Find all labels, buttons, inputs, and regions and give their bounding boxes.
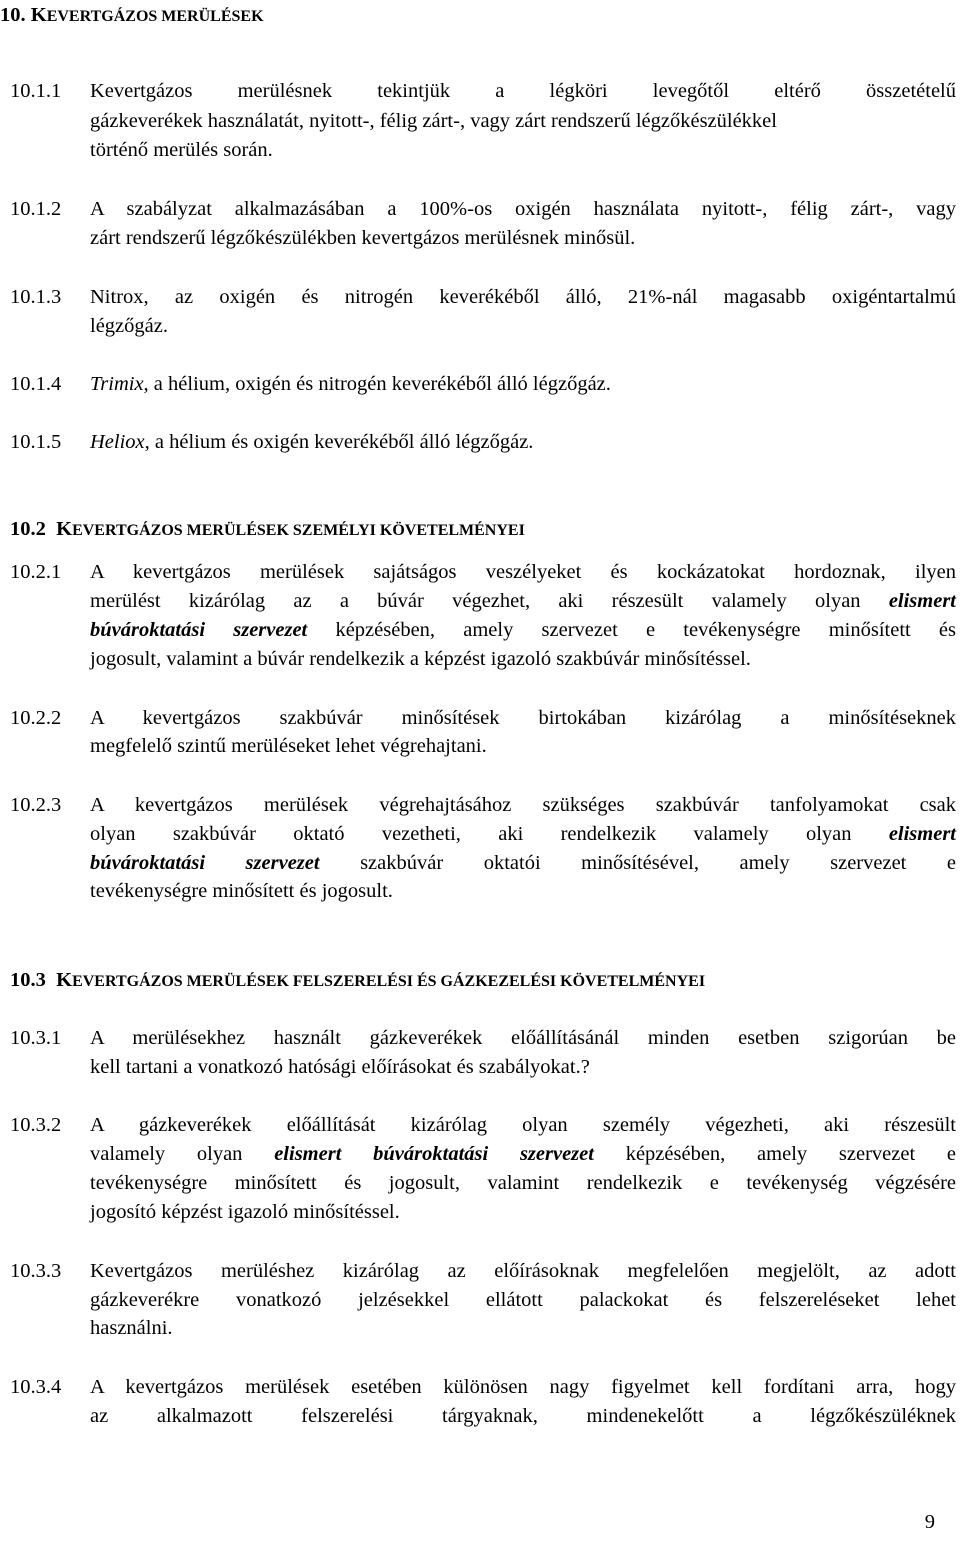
para-number: 10.1.2 [10, 198, 62, 220]
emphasis: búvároktatási szervezet [90, 619, 308, 641]
para-line [90, 1144, 956, 1165]
emphasis: elismert [888, 823, 956, 845]
para-number: 10.1.1 [10, 80, 62, 102]
term-heliox: Heliox [90, 431, 145, 453]
para-line: gázkeverékre vonatkozó jelzésekkel ellátott palackokat és felszereléseket lehet [90, 1289, 956, 1311]
para-number: 10.3.3 [10, 1260, 62, 1282]
page-number: 9 [924, 1511, 935, 1533]
chapter-title [0, 5, 264, 26]
term-definition: , a hélium és oxigén keverékéből álló légzőgáz. [144, 431, 534, 453]
chapter-title-cap: K [30, 4, 47, 26]
para-line: jogosult, valamint a búvár rendelkezik a képzést igazoló szakbúvár minősítéssel. [90, 648, 751, 670]
para-line: A kevertgázos merülések végrehajtásához szükséges szakbúvár tanfolyamokat csak [90, 794, 956, 816]
section-heading [10, 970, 705, 991]
section-heading [10, 519, 525, 540]
para-line: A merülésekhez használt gázkeverékek előállításánál minden esetben szigorúan be [90, 1027, 956, 1049]
para-line: Kevertgázos merülésnek tekintjük a légköri levegőtől eltérő összetételű [90, 80, 956, 102]
para-line: A kevertgázos merülések esetében különösen nagy figyelmet kell fordítani arra, hogy [90, 1376, 956, 1398]
para-number: 10.1.4 [10, 373, 62, 395]
emphasis: elismert búvároktatási szervezet [274, 1143, 594, 1165]
para-number: 10.2.3 [10, 794, 62, 816]
section-number: 10.3 [10, 969, 46, 991]
para-line: A gázkeverékek előállítását kizárólag olyan személy végezheti, aki részesült [90, 1114, 956, 1136]
para-line [90, 620, 956, 641]
section-number: 10.2 [10, 518, 46, 540]
para-line [90, 374, 611, 395]
emphasis: búvároktatási szervezet [90, 852, 320, 874]
para-line: tevékenységre minősített és jogosult, valamint rendelkezik e tevékenység végzésére [90, 1172, 956, 1194]
para-line: megfelelő szintű merüléseket lehet végrehajtani. [90, 735, 487, 757]
term-definition: , a hélium, oxigén és nitrogén keverékéből álló légzőgáz. [143, 373, 611, 395]
para-line [90, 853, 956, 874]
para-line: történő merülés során. [90, 139, 273, 161]
para-number: 10.2.1 [10, 561, 62, 583]
para-text: olyan szakbúvár oktató vezetheti, aki rendelkezik valamely olyan [90, 823, 889, 845]
section-heading-rest: EVERTGÁZOS MERÜLÉSEK SZEMÉLYI KÖVETELMÉNYEI [72, 522, 525, 539]
para-line [90, 824, 956, 845]
para-line: jogosító képzést igazoló minősítéssel. [90, 1201, 400, 1223]
para-number: 10.3.4 [10, 1376, 62, 1398]
para-line: A kevertgázos merülések sajátságos veszélyeket és kockázatokat hordoznak, ilyen [90, 561, 956, 583]
para-line: zárt rendszerű légzőkészülékben kevertgázos merülésnek minősül. [90, 227, 636, 249]
para-number: 10.3.1 [10, 1027, 62, 1049]
para-line: Nitrox, az oxigén és nitrogén keverékéből álló, 21%-nál magasabb oxigéntartalmú [90, 286, 956, 308]
para-line: Kevertgázos merüléshez kizárólag az előírásoknak megfelelően megjelölt, az adott [90, 1260, 956, 1282]
para-text: képzésében, amely szervezet e [593, 1143, 957, 1165]
para-line: tevékenységre minősített és jogosult. [90, 880, 393, 902]
term-trimix: Trimix [90, 373, 144, 395]
emphasis: elismert [888, 590, 956, 612]
section-heading-cap: K [56, 969, 73, 991]
para-number: 10.2.2 [10, 707, 62, 729]
section-heading-rest: EVERTGÁZOS MERÜLÉSEK FELSZERELÉSI ÉS GÁZKEZELÉSI KÖVETELMÉNYEI [72, 973, 706, 990]
para-text: valamely olyan [90, 1143, 275, 1165]
chapter-title-rest: EVERTGÁZOS MERÜLÉSEK [46, 8, 264, 25]
para-line: gázkeverékek használatát, nyitott-, félig zárt-, vagy zárt rendszerű légzőkészülékkel [90, 110, 777, 132]
para-text: merülést kizárólag az a búvár végezhet, aki részesült valamely olyan [90, 590, 889, 612]
para-number: 10.1.3 [10, 286, 62, 308]
para-number: 10.1.5 [10, 431, 62, 453]
chapter-number: 10. [0, 4, 26, 26]
para-number: 10.3.2 [10, 1114, 62, 1136]
para-line [90, 432, 533, 453]
para-line: légzőgáz. [90, 315, 168, 337]
para-line: A kevertgázos szakbúvár minősítések birtokában kizárólag a minősítéseknek [90, 707, 956, 729]
para-line: használni. [90, 1317, 173, 1339]
para-line: kell tartani a vonatkozó hatósági előírásokat és szabályokat.? [90, 1056, 590, 1078]
section-heading-cap: K [56, 518, 73, 540]
para-line: az alkalmazott felszerelési tárgyaknak, mindenekelőtt a légzőkészüléknek [90, 1405, 956, 1427]
para-line: A szabályzat alkalmazásában a 100%-os oxigén használata nyitott-, félig zárt-, vagy [90, 198, 956, 220]
para-text: képzésében, amely szervezet e tevékenységre minősített és [307, 619, 956, 641]
para-text: szakbúvár oktatói minősítésével, amely szervezet e [319, 852, 956, 874]
para-line [90, 591, 956, 612]
